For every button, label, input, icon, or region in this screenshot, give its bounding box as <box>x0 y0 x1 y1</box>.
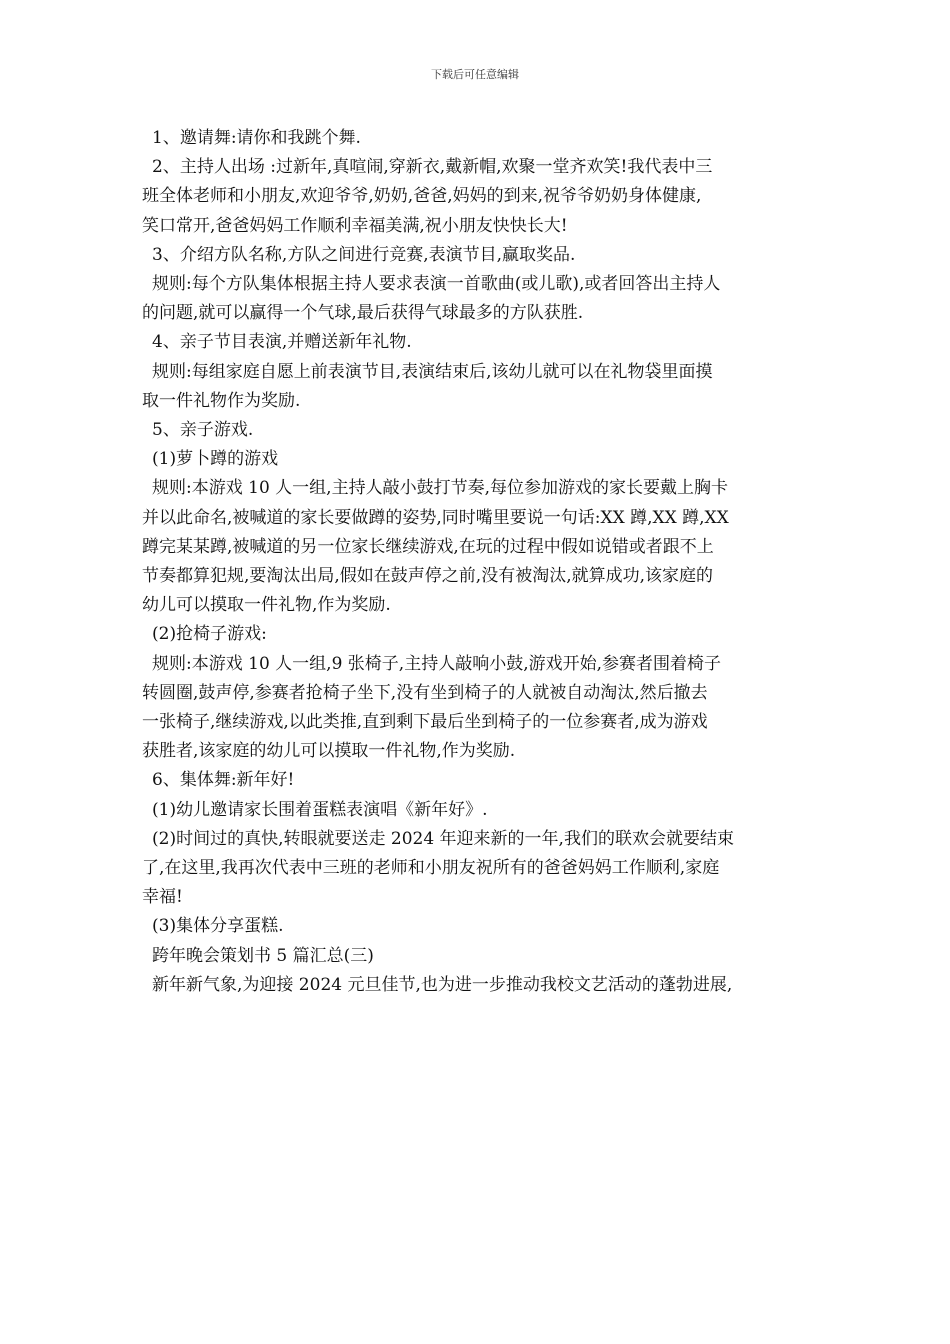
paragraph-line: 节奏都算犯规,要淘汰出局,假如在鼓声停之前,没有被淘汰,就算成功,该家庭的 <box>142 566 714 587</box>
paragraph-line: 规则:本游戏 10 人一组,9 张椅子,主持人敲响小鼓,游戏开始,参赛者围着椅子 <box>152 653 722 674</box>
paragraph-line: 获胜者,该家庭的幼儿可以摸取一件礼物,作为奖励. <box>142 741 516 762</box>
paragraph-line: 蹲完某某蹲,被喊道的另一位家长继续游戏,在玩的过程中假如说错或者跟不上 <box>142 536 714 557</box>
paragraph-line: (2)抢椅子游戏: <box>152 624 267 645</box>
paragraph-line: 的问题,就可以赢得一个气球,最后获得气球最多的方队获胜. <box>142 303 584 324</box>
paragraph-line: 取一件礼物作为奖励. <box>142 390 301 411</box>
paragraph-line: 幸福! <box>142 887 183 908</box>
paragraph-line: 并以此命名,被喊道的家长要做蹲的姿势,同时嘴里要说一句话:XX 蹲,XX 蹲,XX <box>142 507 729 528</box>
paragraph-line: 转圆圈,鼓声停,参赛者抢椅子坐下,没有坐到椅子的人就被自动淘汰,然后撤去 <box>142 682 708 703</box>
paragraph-line: (3)集体分享蛋糕. <box>152 916 284 937</box>
paragraph-line: 6、集体舞:新年好! <box>152 770 295 791</box>
paragraph-line: 幼儿可以摸取一件礼物,作为奖励. <box>142 595 391 616</box>
paragraph-line: 一张椅子,继续游戏,以此类推,直到剩下最后坐到椅子的一位参赛者,成为游戏 <box>142 712 708 733</box>
paragraph-line: 班全体老师和小朋友,欢迎爷爷,奶奶,爸爸,妈妈的到来,祝爷爷奶奶身体健康, <box>142 186 702 207</box>
paragraph-line: 规则:每组家庭自愿上前表演节目,表演结束后,该幼儿就可以在礼物袋里面摸 <box>152 361 713 382</box>
page-header: 下载后可任意编辑 <box>431 68 519 81</box>
paragraph-line: 跨年晚会策划书 5 篇汇总(三) <box>152 945 374 966</box>
paragraph-line: 了,在这里,我再次代表中三班的老师和小朋友祝所有的爸爸妈妈工作顺利,家庭 <box>142 858 720 879</box>
paragraph-line: 4、亲子节目表演,并赠送新年礼物. <box>152 332 412 353</box>
paragraph-line: (1)幼儿邀请家长围着蛋糕表演唱《新年好》. <box>152 799 488 820</box>
paragraph-line: 新年新气象,为迎接 2024 元旦佳节,也为进一步推动我校文艺活动的蓬勃进展, <box>152 974 733 995</box>
paragraph-line: 笑口常开,爸爸妈妈工作顺利幸福美满,祝小朋友快快长大! <box>142 215 568 236</box>
paragraph-line: 规则:每个方队集体根据主持人要求表演一首歌曲(或儿歌),或者回答出主持人 <box>152 274 721 295</box>
paragraph-line: 2、主持人出场 :过新年,真喧闹,穿新衣,戴新帽,欢聚一堂齐欢笑!我代表中三 <box>152 157 713 178</box>
paragraph-line: 1、邀请舞:请你和我跳个舞. <box>152 128 361 148</box>
document-body <box>142 124 812 1000</box>
paragraph-line: 5、亲子游戏. <box>152 420 254 441</box>
paragraph-line: 规则:本游戏 10 人一组,主持人敲小鼓打节奏,每位参加游戏的家长要戴上胸卡 <box>152 478 728 499</box>
paragraph-line: (1)萝卜蹲的游戏 <box>152 449 279 470</box>
paragraph-line: 3、介绍方队名称,方队之间进行竞赛,表演节目,赢取奖品. <box>152 244 576 265</box>
paragraph-line: (2)时间过的真快,转眼就要送走 2024 年迎来新的一年,我们的联欢会就要结束 <box>152 828 734 849</box>
